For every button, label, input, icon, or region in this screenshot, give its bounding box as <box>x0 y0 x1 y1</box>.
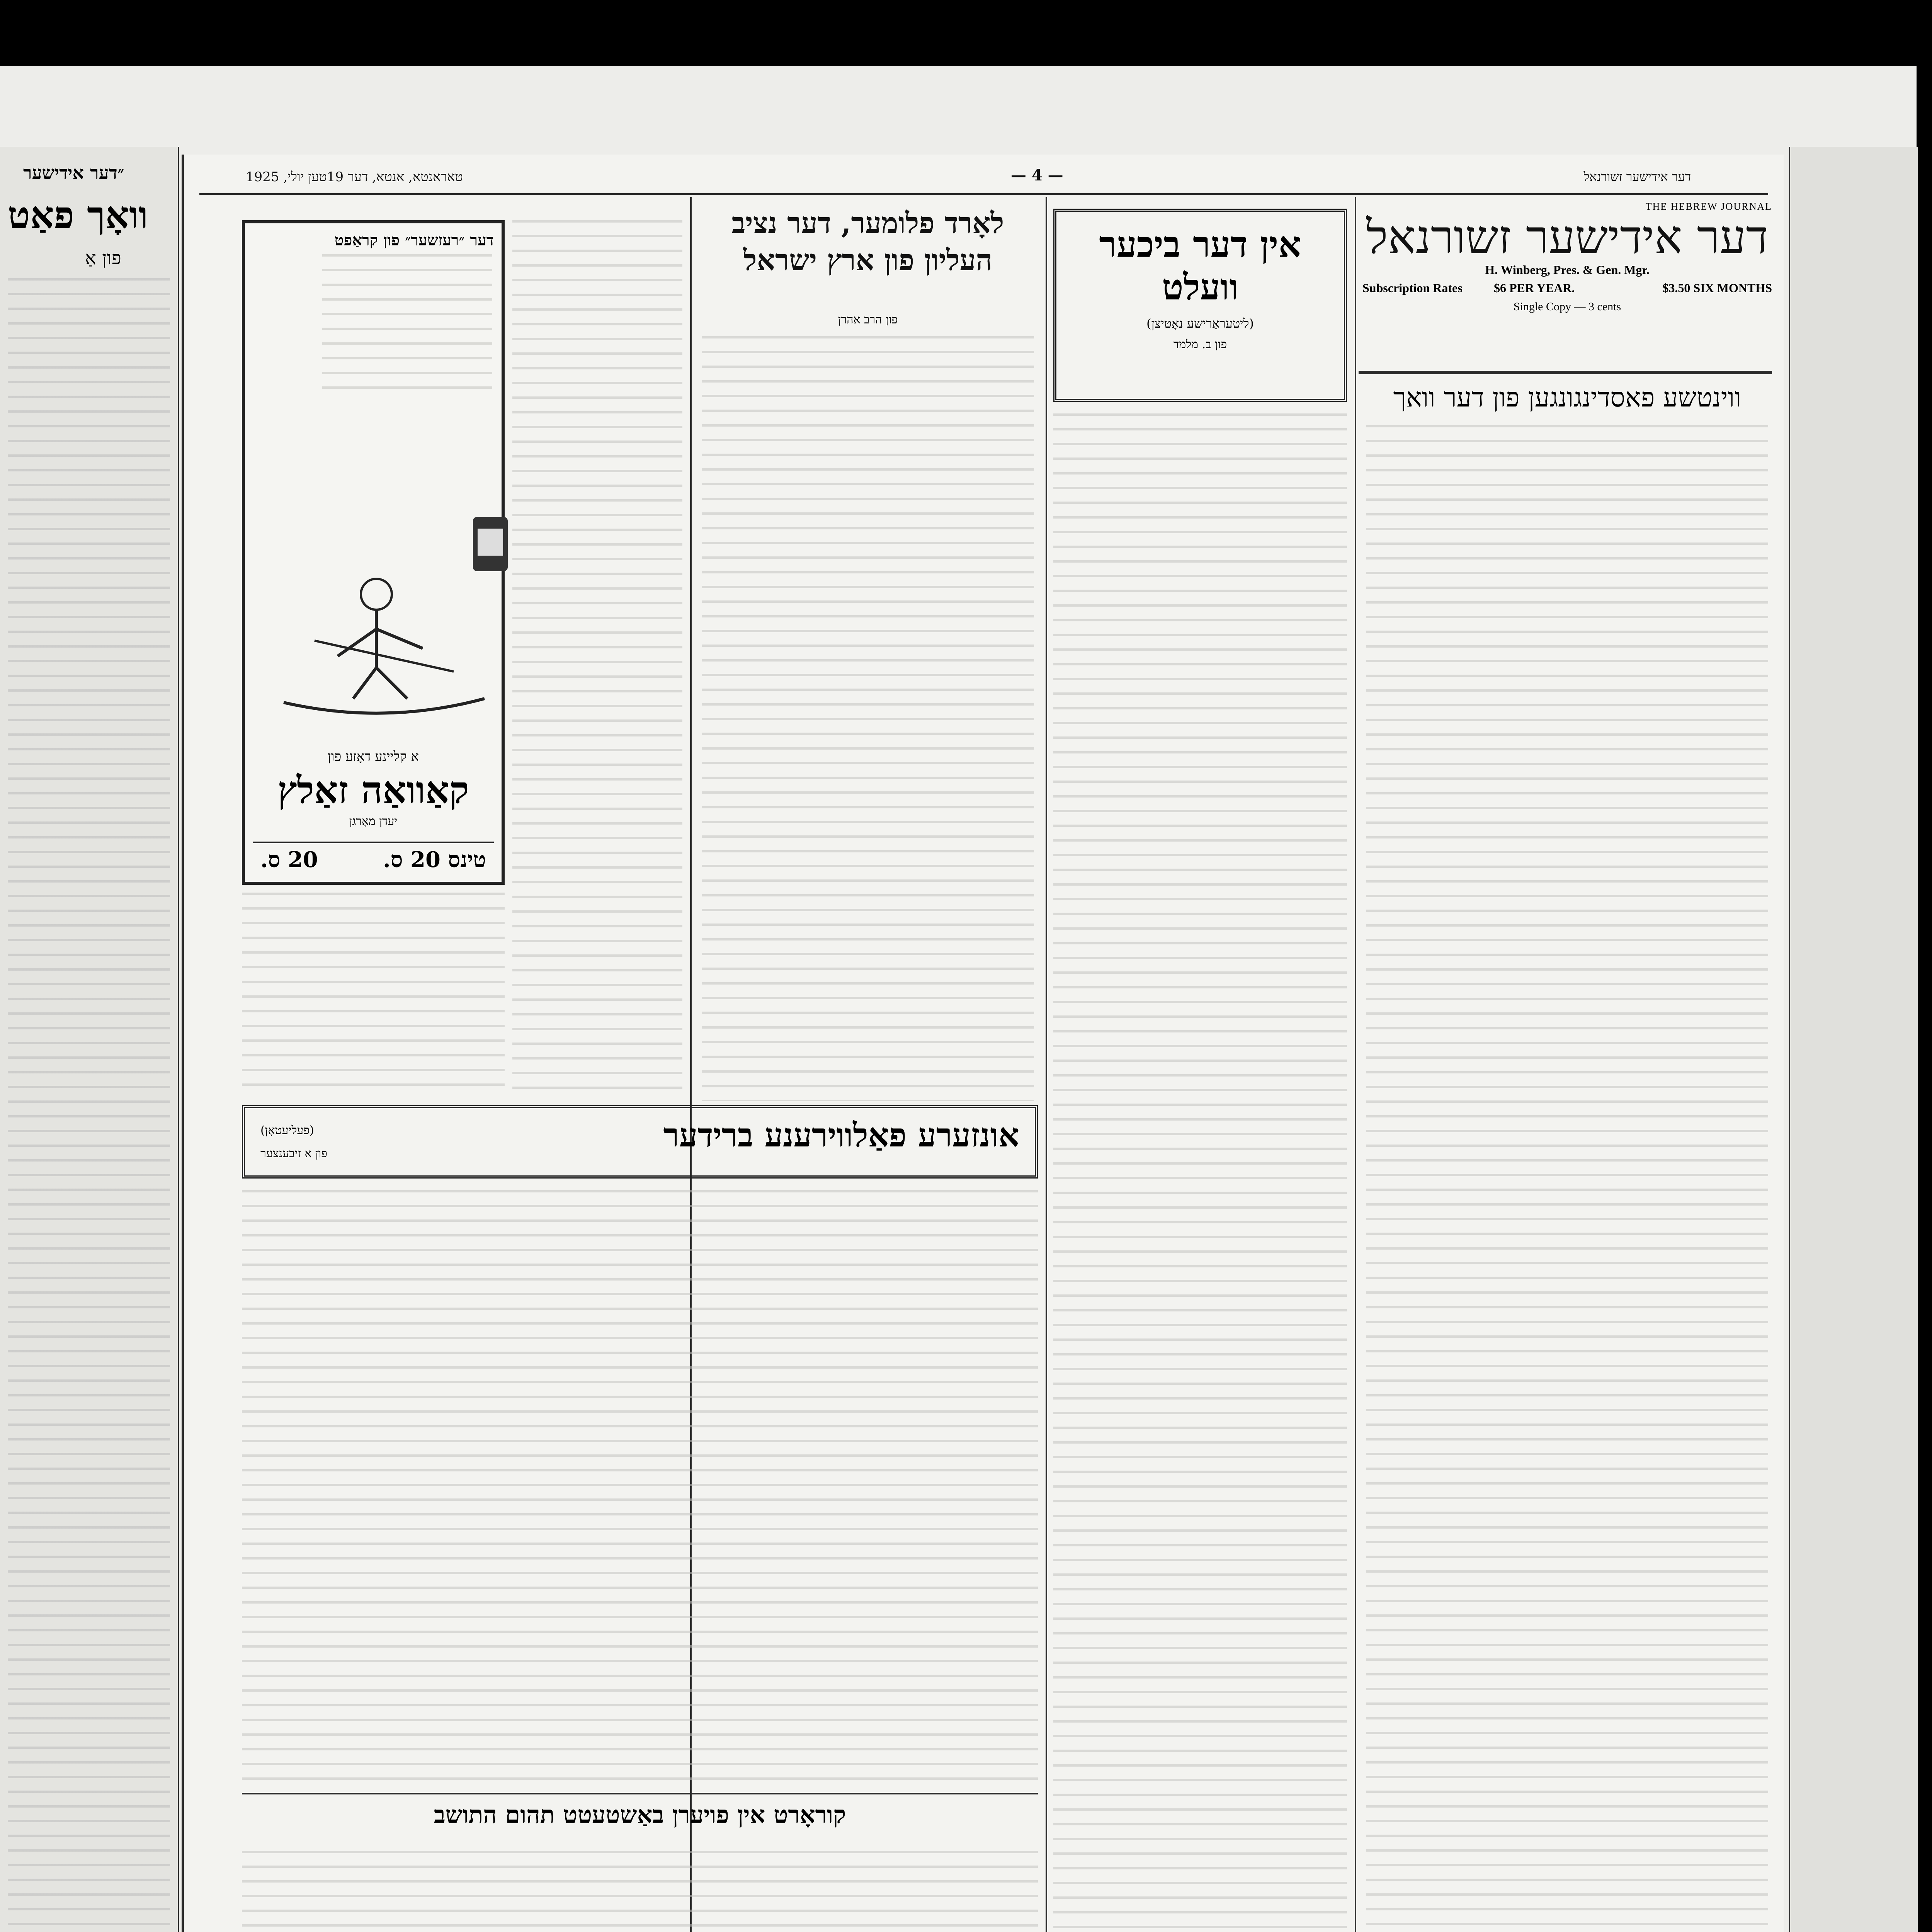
kavaa-salt-ad <box>242 220 505 885</box>
single-copy-price: Single Copy — 3 cents <box>1513 300 1621 313</box>
column-rule <box>1355 197 1356 1932</box>
ad-tagline: דער ״רעזשער״ פון קראַפט <box>334 231 494 249</box>
plumer-byline: פון הרב אהרן <box>838 313 898 327</box>
masthead <box>1362 201 1772 363</box>
rate-six-months: $3.50 SIX MONTHS <box>1662 281 1772 295</box>
prev-text-block <box>8 278 170 1932</box>
prev-running-head: ״דער אידישער <box>23 162 124 183</box>
feuilleton-title: אונזערע פאַלווירענע ברידער <box>663 1116 1019 1154</box>
newspaper-sheet <box>0 66 1917 1932</box>
ad-price-left: 20 ס. <box>260 847 318 872</box>
ad-dose-label: א קליינע דאָזע פון <box>328 749 419 764</box>
ad-price-row <box>253 842 494 874</box>
dateline: טאראנטא, אנטא, דער 19טען יולי, 1925 <box>246 169 463 185</box>
previous-page-edge <box>0 147 179 1932</box>
ad-copy <box>322 254 492 401</box>
below-ad-text <box>242 893 505 1097</box>
prev-subhead: פון אַ <box>85 247 121 269</box>
page-4 <box>182 155 1784 1932</box>
folio-rule <box>199 193 1768 195</box>
rate-year: $6 PER YEAR. <box>1494 281 1575 295</box>
ad-product-name: קאַוואַה זאַלץ <box>277 768 469 812</box>
feuilleton-text <box>242 1190 1038 1781</box>
editorial-headline: ווינטשע פאסדינגונגען פון דער וואך <box>1393 383 1742 413</box>
feuilleton-head <box>242 1105 1038 1179</box>
book-column-head <box>1053 209 1347 402</box>
ad-price-right: טינס 20 ס. <box>383 847 486 872</box>
plumer-headline-display: לאָרד פלומער, דער נציב העליון פון ארץ ישראל <box>731 207 1004 277</box>
book-column-title: אין דער ביכער וועלט <box>1099 224 1301 308</box>
plumer-text <box>702 336 1034 1101</box>
lower-article-text <box>242 1851 1038 1932</box>
folio-line <box>184 166 1784 189</box>
page-number: — 4 — <box>1011 166 1063 184</box>
ad-small-print: יעדן מאָרגן <box>349 815 398 828</box>
right-margin-strip <box>1789 147 1918 1932</box>
book-column-byline: פון ב. מלמד <box>1173 338 1227 351</box>
editorial-text <box>1366 425 1768 1932</box>
prev-headline: וואָך פאַט <box>8 193 148 237</box>
ad-adjacent-text <box>512 220 682 1097</box>
subscription-rates <box>1362 281 1772 300</box>
salt-tin-image <box>473 517 508 571</box>
feuilleton-genre: (פעליעטאָן) <box>260 1124 314 1137</box>
column-rule <box>1046 197 1047 1932</box>
rates-label: Subscription Rates <box>1362 281 1463 295</box>
running-head: דער אידישער זשורנאל <box>1583 169 1691 184</box>
masthead-rule <box>1359 371 1772 374</box>
masthead-english: THE HEBREW JOURNAL <box>1645 201 1772 212</box>
feuilleton-byline: פון א זיבענצער <box>260 1147 327 1160</box>
book-column-text <box>1053 413 1347 1932</box>
lower-article-headline: קוראָרט אין פויערן באַשטעטט תהום התושב <box>434 1801 846 1829</box>
lower-article-rule <box>242 1793 1038 1794</box>
masthead-title: דער אידישער זשורנאל <box>1366 211 1769 264</box>
book-column-subhead: (ליטעראַרישע נאָטיצן) <box>1146 316 1254 331</box>
rowing-woman-illustration <box>268 571 500 733</box>
masthead-proprietors: H. Winberg, Pres. & Gen. Mgr. <box>1485 263 1650 277</box>
